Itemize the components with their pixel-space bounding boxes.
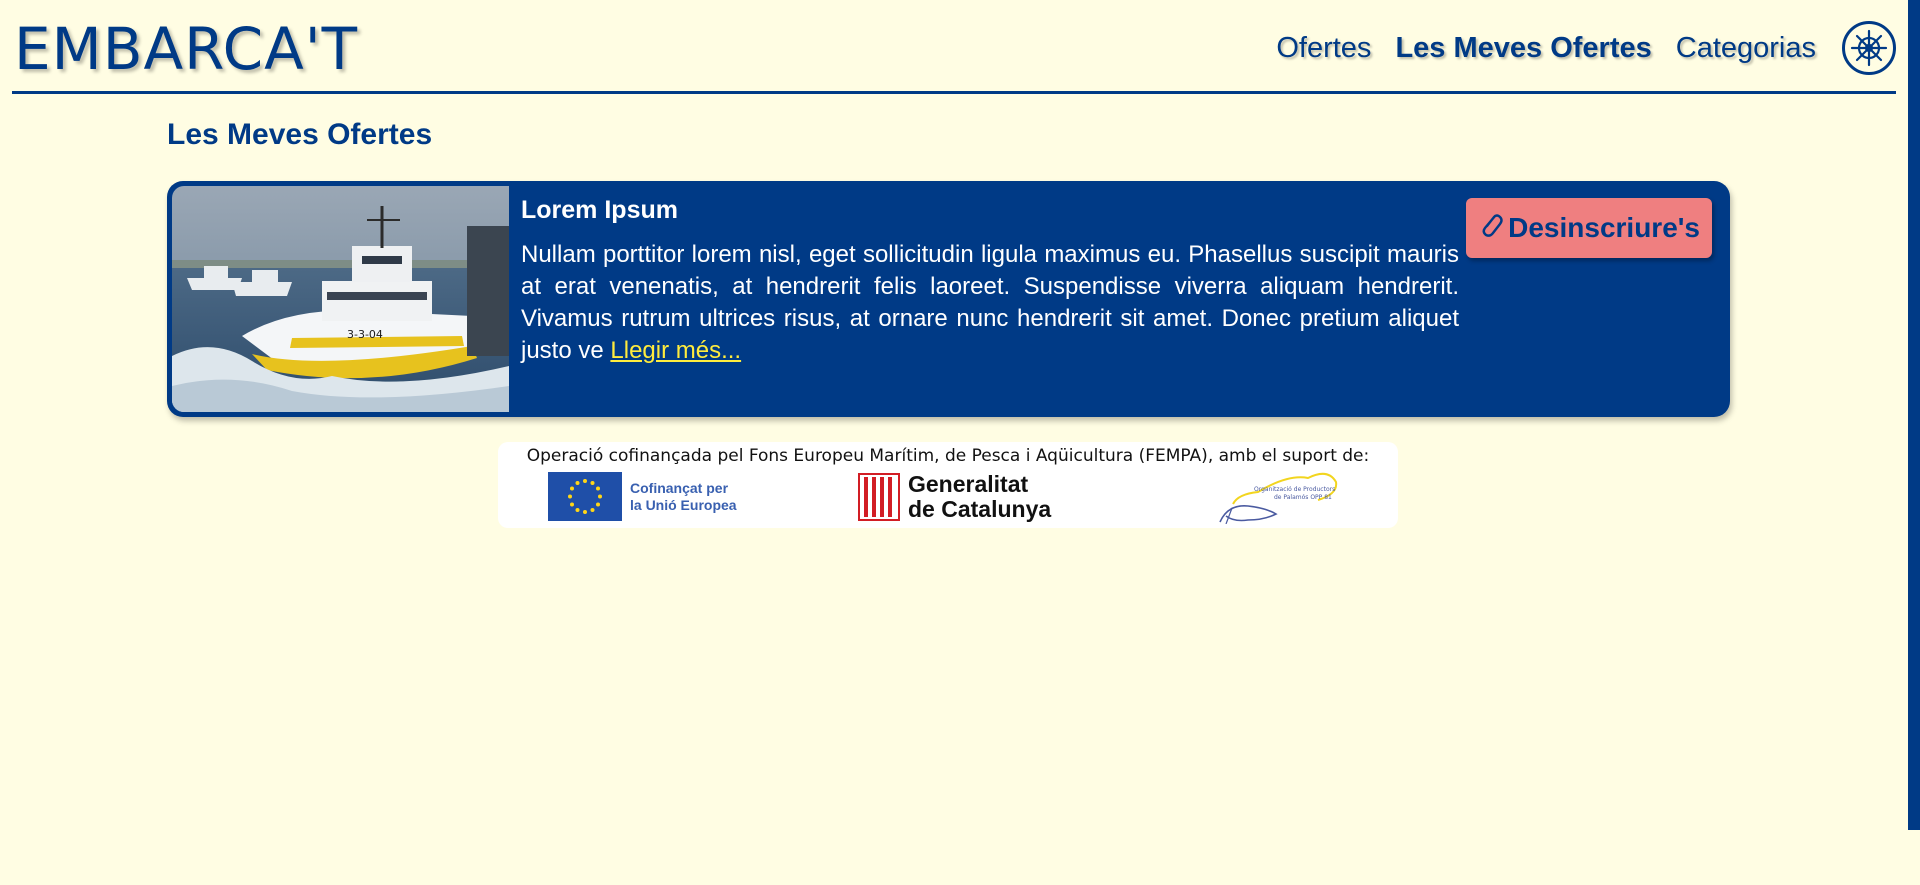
offer-description [521, 239, 1459, 367]
page-title: Les Meves Ofertes [167, 118, 433, 151]
offer-card [167, 181, 1730, 417]
ship-wheel-icon[interactable] [1842, 21, 1896, 75]
opp-palamos-logo [1218, 464, 1348, 524]
generalitat-logo [858, 472, 1051, 522]
opp-line1: Organització de Productors [1254, 486, 1336, 493]
eu-logo-line2: la Unió Europea [630, 496, 737, 513]
eu-flag-icon [548, 472, 622, 521]
nav-link-categorias[interactable]: Categorias [1675, 31, 1816, 64]
funding-banner [498, 442, 1398, 528]
offer-title: Lorem Ipsum [521, 196, 678, 224]
gencat-line2: de Catalunya [908, 496, 1052, 522]
main-navigation [1276, 16, 1896, 80]
offer-body [521, 195, 1459, 367]
eu-logo-line1: Cofinançat per [630, 479, 729, 496]
boat-registration: 3-3-04 [347, 328, 383, 341]
nav-link-les-meves-ofertes[interactable]: Les Meves Ofertes [1395, 31, 1652, 64]
gencat-line1: Generalitat [908, 471, 1029, 497]
unsubscribe-button-label: Desinscriure's [1508, 212, 1700, 243]
offer-description-text: Nullam porttitor lorem nisl, eget sollicitudin ligula maximus eu. Phasellus suscipit mauris at erat venenatis, at hendrerit felis laoreet. Suspendisse viverra aliquam hendrerit. Vivamus rutrum ultrices risus, at ornare nunc hendrerit sit amet. Donec pretium aliquet justo ve [521, 241, 1459, 364]
eu-logo [548, 472, 737, 521]
senyera-shield-icon [858, 473, 900, 521]
nav-link-ofertes[interactable]: Ofertes [1276, 31, 1372, 64]
read-more-link[interactable]: Llegir més... [610, 337, 742, 364]
unsubscribe-button[interactable] [1466, 198, 1712, 258]
generalitat-logo-text [908, 472, 1051, 522]
right-edge-stripe [1908, 0, 1920, 830]
opp-line2: de Palamós OPP 81 [1274, 494, 1332, 501]
offer-image [172, 186, 509, 412]
top-header [12, 0, 1896, 94]
funding-text: Operació cofinançada pel Fons Europeu Marítim, de Pesca i Aqüicultura (FEMPA), amb el suport de: [526, 446, 1370, 466]
paperclip-icon [1478, 210, 1504, 247]
brand-logo-text[interactable]: EMBARCA'T [14, 15, 359, 83]
eu-logo-text [630, 480, 737, 514]
